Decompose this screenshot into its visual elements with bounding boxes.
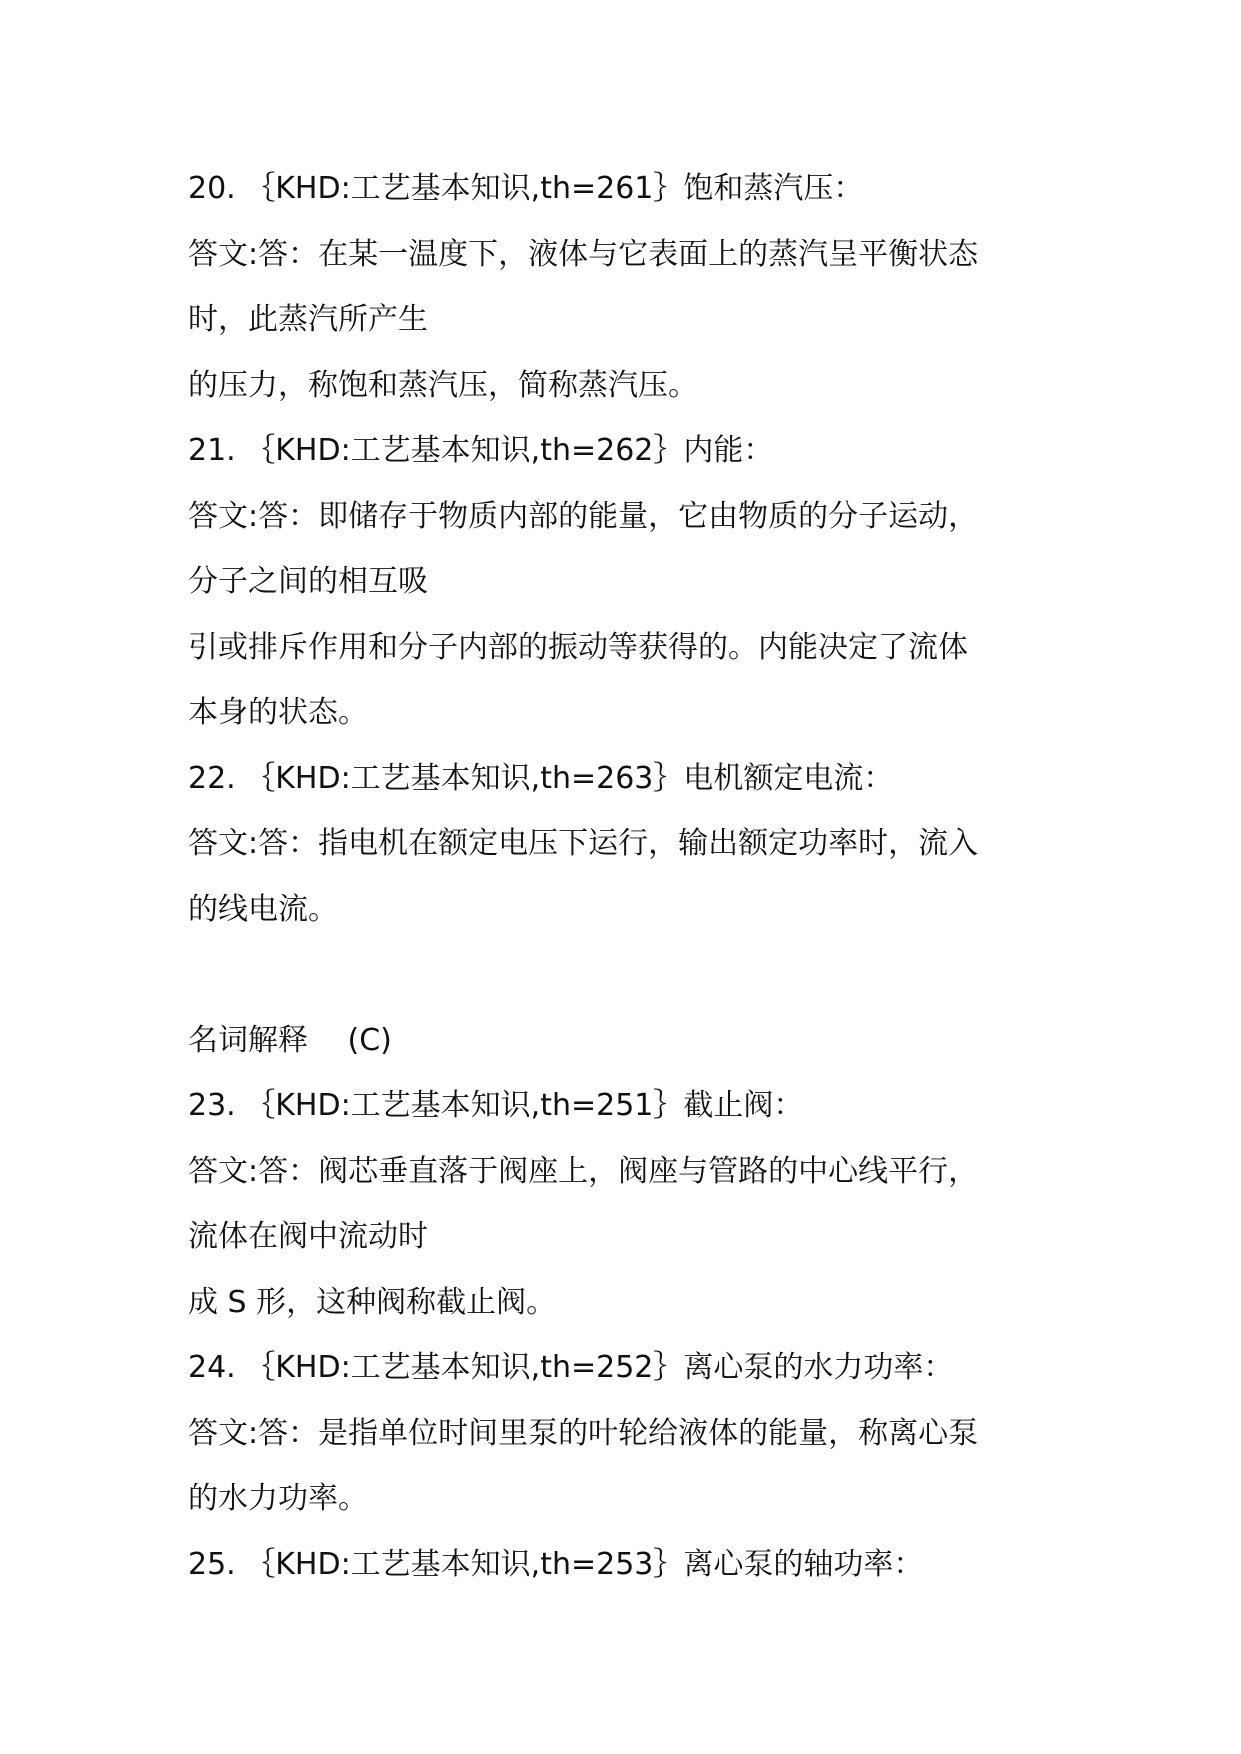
question-25-title: 25. ｛KHD:工艺基本知识,th=253｝离心泵的轴功率： xyxy=(188,1546,924,1582)
answer-21-line-4: 本身的状态。 xyxy=(188,695,368,730)
answer-23-line-3: 成 S 形，这种阀称截止阀。 xyxy=(188,1284,557,1320)
answer-21-line-3: 引或排斥作用和分子内部的振动等获得的。内能决定了流体 xyxy=(188,629,968,665)
answer-23-line-2: 流体在阀中流动时 xyxy=(188,1219,428,1254)
question-21-title: 21. ｛KHD:工艺基本知识,th=262｝内能： xyxy=(188,433,774,468)
answer-20-line-2: 时，此蒸汽所产生 xyxy=(188,302,428,337)
question-22-title: 22. ｛KHD:工艺基本知识,th=263｝电机额定电流： xyxy=(188,760,894,796)
answer-20-line-3: 的压力，称饱和蒸汽压，简称蒸汽压。 xyxy=(188,367,698,403)
section-spacer xyxy=(188,942,1068,1008)
answer-21-line-2: 分子之间的相互吸 xyxy=(188,564,428,599)
answer-23-line-1: 答文:答：阀芯垂直落于阀座上，阀座与管路的中心线平行， xyxy=(188,1153,979,1189)
question-24-title: 24. ｛KHD:工艺基本知识,th=252｝离心泵的水力功率： xyxy=(188,1350,954,1385)
answer-21-line-1: 答文:答：即储存于物质内部的能量，它由物质的分子运动， xyxy=(188,498,979,534)
answer-22-line-2: 的线电流。 xyxy=(188,891,338,927)
question-20-title: 20. ｛KHD:工艺基本知识,th=261｝饱和蒸汽压： xyxy=(188,171,864,206)
document-body xyxy=(188,156,1068,1597)
answer-24-line-2: 的水力功率。 xyxy=(188,1481,368,1516)
answer-24-line-1: 答文:答：是指单位时间里泵的叶轮给液体的能量，称离心泵 xyxy=(188,1415,979,1451)
answer-22-line-1: 答文:答：指电机在额定电压下运行，输出额定功率时，流入 xyxy=(188,826,979,861)
question-23-title: 23. ｛KHD:工艺基本知识,th=251｝截止阀： xyxy=(188,1088,804,1123)
answer-20-line-1: 答文:答：在某一温度下，液体与它表面上的蒸汽呈平衡状态 xyxy=(188,236,979,272)
section-heading: 名词解释 (C) xyxy=(188,1022,392,1058)
